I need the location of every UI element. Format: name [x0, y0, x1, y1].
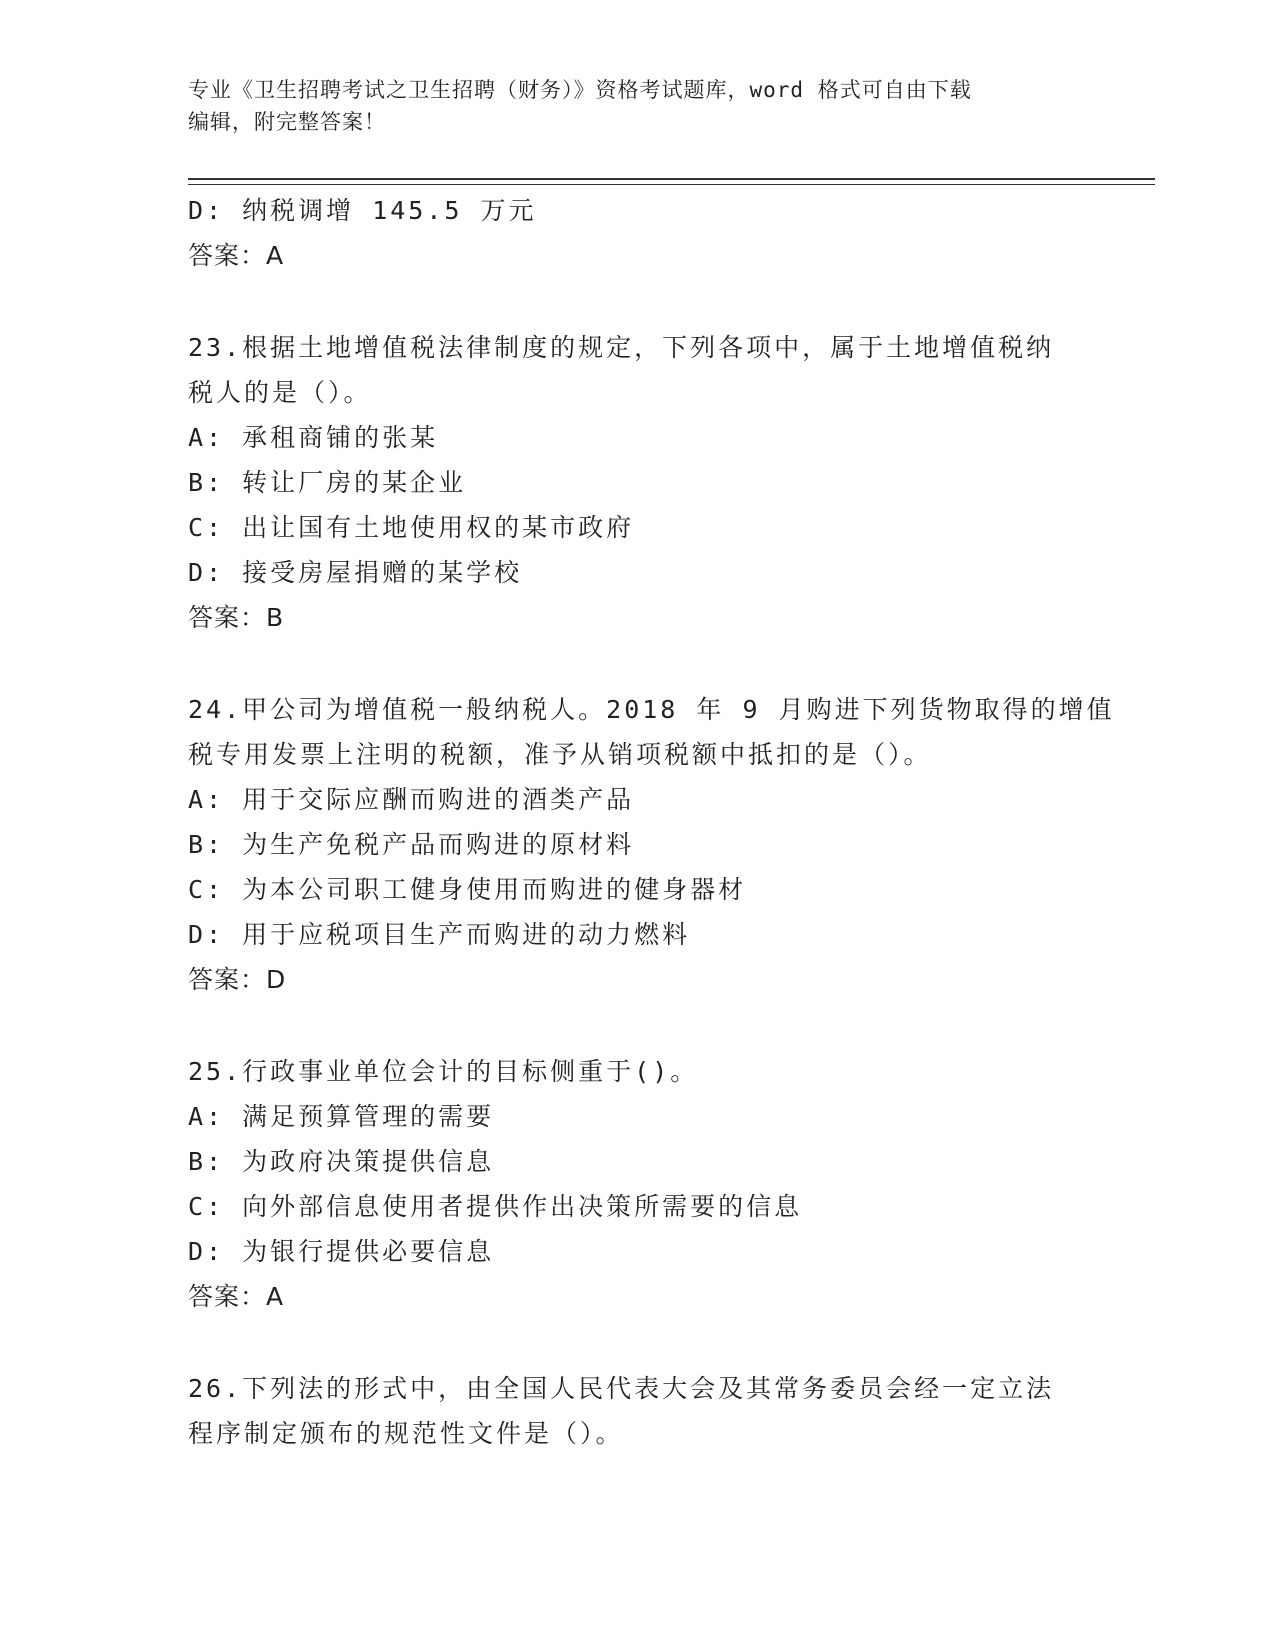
answer-line: 答案：B: [188, 603, 285, 632]
question-text: 程序制定颁布的规范性文件是（）。: [188, 1419, 624, 1448]
answer-line: 答案：D: [188, 965, 287, 994]
option-d: D: 用于应税项目生产而购进的动力燃料: [188, 920, 691, 949]
option-a: A: 承租商铺的张某: [188, 423, 439, 452]
question-24: [188, 687, 1115, 1002]
question-text: 税人的是（）。: [188, 378, 372, 407]
question-text: 23.根据土地增值税法律制度的规定，下列各项中，属于土地增值税纳: [188, 333, 1055, 362]
option-b: B: 为政府决策提供信息: [188, 1147, 495, 1176]
prev-question: [188, 188, 1088, 278]
question-25: [188, 1049, 1088, 1319]
header-divider: [188, 178, 1155, 185]
option-c: C: 出让国有土地使用权的某市政府: [188, 513, 635, 542]
option-a: A: 用于交际应酬而购进的酒类产品: [188, 785, 635, 814]
question-23: [188, 325, 1088, 640]
page-header: [188, 74, 1088, 138]
question-26: [188, 1366, 1088, 1456]
option-c: C: 向外部信息使用者提供作出决策所需要的信息: [188, 1192, 803, 1221]
option-b: B: 转让厂房的某企业: [188, 468, 467, 497]
option-d: D: 接受房屋捐赠的某学校: [188, 558, 523, 587]
option-d: D: 纳税调增 145.5 万元: [188, 196, 537, 225]
question-text: 26.下列法的形式中，由全国人民代表大会及其常务委员会经一定立法: [188, 1374, 1055, 1403]
option-c: C: 为本公司职工健身使用而购进的健身器材: [188, 875, 747, 904]
option-b: B: 为生产免税产品而购进的原材料: [188, 830, 635, 859]
answer-line: 答案：A: [188, 1282, 285, 1311]
header-line-2: 编辑，附完整答案！: [188, 110, 386, 134]
document-body: [188, 188, 1115, 1456]
answer-line: 答案：A: [188, 241, 285, 270]
header-line-1: 专业《卫生招聘考试之卫生招聘（财务）》资格考试题库，word 格式可自由下载: [188, 78, 972, 102]
option-a: A: 满足预算管理的需要: [188, 1102, 495, 1131]
question-text: 税专用发票上注明的税额，准予从销项税额中抵扣的是（）。: [188, 740, 932, 769]
option-d: D: 为银行提供必要信息: [188, 1237, 495, 1266]
question-text: 24.甲公司为增值税一般纳税人。2018 年 9 月购进下列货物取得的增值: [188, 695, 1115, 724]
question-text: 25.行政事业单位会计的目标侧重于()。: [188, 1057, 699, 1086]
